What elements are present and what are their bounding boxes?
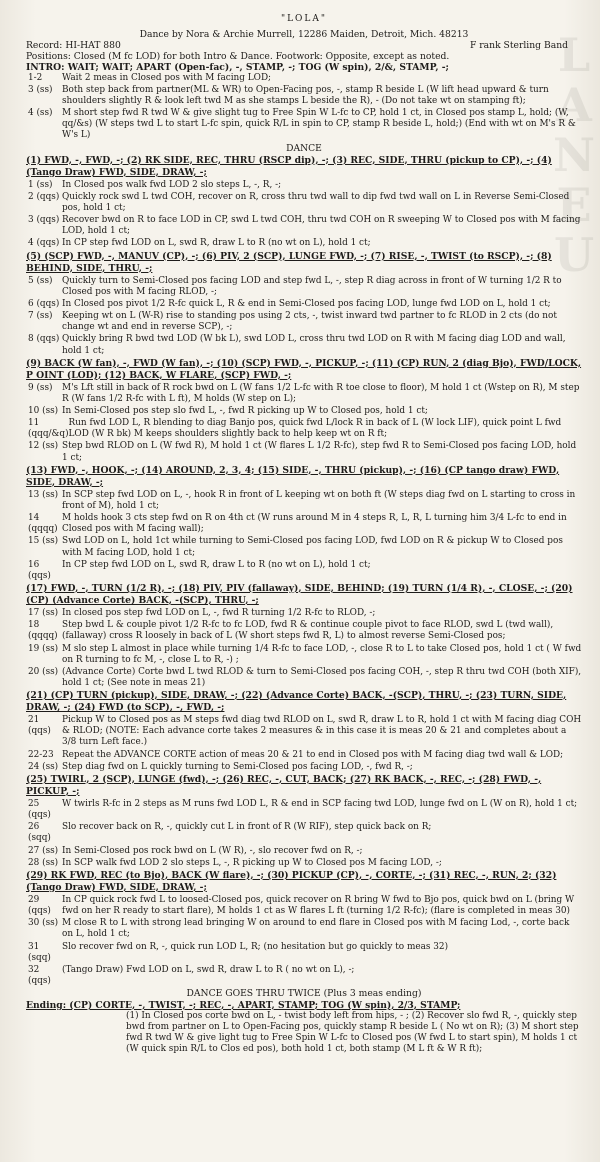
step-row — [26, 238, 582, 249]
step-row — [26, 73, 582, 84]
step-number: 31 (sqq) — [28, 941, 51, 963]
step-number: 22-23 — [28, 749, 54, 760]
step-number: 6 (qqs) — [28, 299, 60, 310]
step-text: Keeping wt on L (W-R) rise to standing pos using 2 cts, -, twist inward twd partner to fc RLOD in 2 cts (do not change wt and end in reverse SCP), -; — [62, 311, 557, 333]
step-number: 1 (ss) — [28, 179, 53, 190]
step-row — [26, 383, 582, 405]
intro-heading: INTRO: WAIT; WAIT; APART (Open-fac), -, STAMP, -; TOG (W spin), 2/&, STAMP, -; — [26, 62, 449, 73]
step-text: Swd LOD on L, hold 1ct while turning to Semi-Closed pos facing LOD, fwd LOD on R & pickup W to Closed pos with M facing LOD, hold 1 ct; — [62, 536, 563, 558]
figure-heading: (17) FWD, -, TURN (1/2 R), -; (18) PIV, PIV (fallaway), SIDE, BEHIND; (19) TURN (1/4 R), -, CLOSE, -; (20) (CP) (Advance Corte) BACK, -(SCP), THRU, -; — [26, 582, 573, 607]
step-text: Slo recover back on R, -, quickly cut L in front of R (W RIF), step quick back on R; — [62, 822, 432, 833]
step-text: In CP step fwd LOD on L, swd R, draw L to R (no wt on L), hold 1 ct; — [62, 559, 371, 570]
step-number: 25 (qqs) — [28, 799, 51, 821]
ending-text: (1) In Closed pos corte bwd on L, - twist body left from hips, - ; (2) Recover slo fwd R, -, quickly step bwd from partner on L to Open-Facing pos, quickly stamp R beside L ( No wt on R); (3) M short step fwd R twd W & give light tug to Free Spin W L-fc to Closed pos (W fwd L to start spin), M holds 1 ct (W quick spin R/L to Clos ed pos), both hold 1 ct, both stamp (M L ft & W R ft); — [126, 1010, 579, 1055]
step-row — [26, 762, 582, 773]
step-number: 11 (qqq/&q) — [28, 418, 69, 440]
positions-line: Positions: Closed (M fc LOD) for both Intro & Dance. Footwork: Opposite, except as noted. — [26, 51, 450, 62]
step-number: 28 (ss) — [28, 857, 59, 868]
step-number: 2 (qqs) — [28, 192, 60, 203]
step-row — [26, 965, 582, 987]
step-text: In Closed pos pivot 1/2 R-fc quick L, R & end in Semi-Closed pos facing LOD, lunge fwd LOD on L, hold 1 ct; — [62, 299, 551, 310]
step-text: Recover bwd on R to face LOD in CP, swd L twd COH, thru twd COH on R sweeping W to Closed pos with M facing LOD, hold 1 ct; — [62, 215, 581, 237]
step-row — [26, 715, 582, 748]
step-row — [26, 846, 582, 857]
step-number: 29 (qqs) — [28, 895, 51, 917]
step-number: 5 (ss) — [28, 275, 53, 286]
step-text: M holds hook 3 cts step fwd on R on 4th ct (W runs around M in 4 steps R, L, R, L turning him 3/4 L-fc to end in Closed pos with M facing wall); — [62, 513, 567, 535]
step-text: In SCP walk fwd LOD 2 slo steps L, -, R picking up W to Closed pos M facing LOD, -; — [62, 857, 442, 868]
step-number: 21 (qqs) — [28, 715, 51, 737]
step-text: Step bwd RLOD on L (W fwd R), M hold 1 ct (W flares L 1/2 R-fc), step fwd R to Semi-Closed pos facing LOD, hold 1 ct; — [62, 441, 577, 463]
step-number: 19 (ss) — [28, 643, 59, 654]
step-row — [26, 192, 582, 214]
record-line — [26, 40, 582, 51]
step-text: M short step fwd R twd W & give slight tug to Free Spin W L-fc to CP, hold 1 ct, in Closed pos stamp L, hold; (W, qq/&s) (W steps twd L to start L-fc spin, quick R/L in spin to CP, stamp R beside L, hold;) (End with wt on M's R & W's L) — [62, 108, 576, 141]
step-row — [26, 918, 582, 940]
step-number: 8 (qqs) — [28, 334, 60, 345]
step-number: 24 (ss) — [28, 761, 59, 772]
ending-heading: Ending: (CP) CORTE, -, TWIST, -; REC, -, APART, STAMP; TOG (W spin), 2/3, STAMP; — [26, 999, 461, 1011]
figure-heading: (1) FWD, -, FWD, -; (2) RK SIDE, REC, THRU (RSCP dip), -; (3) REC, SIDE, THRU (pickup to CP), -; (4) (Tango Draw) FWD, SIDE, DRAW, -; — [26, 154, 552, 178]
step-text: (Advance Corte) Corte bwd L twd RLOD & turn to Semi-Closed pos facing COH, -, step R thru twd COH (both XIF), hold 1 ct; (See note in meas 21) — [62, 666, 582, 688]
step-row — [26, 942, 582, 964]
step-text: M slo step L almost in place while turning 1/4 R-fc to face LOD, -, close R to L to take Closed pos, hold 1 ct ( W fwd on R turning to fc M, -, close L to R, -) ; — [62, 643, 582, 665]
figure-heading: (21) (CP) TURN (pickup), SIDE, DRAW, -; (22) (Advance Corte) BACK, -(SCP), THRU, -; (23) TURN, SIDE, DRAW, -; (24) FWD (to SCP), -, FWD, -; — [26, 689, 567, 714]
step-text: M close R to L with strong lead bringing W on around to end flare in Closed pos with M facing Lod, -, corte back on L, hold 1 ct; — [62, 918, 570, 940]
step-row — [26, 620, 582, 642]
figure-heading: (9) BACK (W fan), -, FWD (W fan), -; (10) (SCP) FWD, -, PICKUP, -; (11) (CP) RUN, 2 (diag Bjo), FWD/LOCK, P OINT (LOD); (12) BACK, W FLARE, (SCP) FWD, -; — [26, 357, 582, 381]
step-row — [26, 608, 582, 619]
step-row — [26, 406, 582, 417]
step-number: 12 (ss) — [28, 441, 59, 452]
step-number: 14 (qqqq) — [28, 513, 58, 535]
step-number: 18 (qqqq) — [28, 620, 58, 642]
step-number: 30 (ss) — [28, 918, 59, 929]
step-row — [26, 441, 582, 463]
step-number: 15 (ss) — [28, 536, 59, 547]
step-number: 3 (qqs) — [28, 215, 60, 226]
step-row — [26, 895, 582, 917]
step-text: (Tango Draw) Fwd LOD on L, swd R, draw L to R ( no wt on L), -; — [62, 964, 355, 975]
band-name: F rank Sterling Band — [469, 40, 568, 51]
step-number: 16 (qqs) — [28, 559, 51, 581]
step-row — [26, 799, 582, 821]
step-row — [26, 513, 582, 535]
step-text: W twirls R-fc in 2 steps as M runs fwd LOD L, R & end in SCP facing twd LOD, lunge fwd on L (W on R), hold 1 ct; — [62, 799, 578, 810]
step-row — [26, 858, 582, 869]
figure-heading: (25) TWIRL, 2 (SCP), LUNGE (fwd), -; (26) REC, -, CUT, BACK; (27) RK BACK, -, REC, -; (28) FWD, -, PICKUP, -; — [26, 773, 542, 797]
step-row — [26, 180, 582, 191]
figure-heading: (29) RK FWD, REC (to Bjo), BACK (W flare), -; (30) PICKUP (CP), -, CORTE, -; (31) REC, -, RUN, 2; (32) (Tango Draw) FWD, SIDE, DRAW, -; — [26, 869, 557, 893]
step-row — [26, 536, 582, 558]
step-text: In SCP step fwd LOD on L, -, hook R in front of L keeping wt on both ft (W steps diag fwd on L starting to cross in front of M), hold 1 ct; — [62, 490, 576, 512]
step-text: In CP quick rock fwd L to loosed-Closed pos, quick recover on R bring W fwd to Bjo pos, quick bwd on L (bring W fwd on her R ready to start flare), M holds 1 ct as W flares L ft (turning 1/2 R-fc); (flare is completed in meas 30) — [62, 895, 575, 917]
step-text: Wait 2 meas in Closed pos with M facing LOD; — [62, 73, 272, 83]
step-text: Quickly turn to Semi-Closed pos facing LOD and step fwd L, -, step R diag across in front of W turning 1/2 R to Closed pos with M facing RLOD, -; — [62, 275, 562, 298]
step-number: 9 (ss) — [28, 383, 53, 393]
step-number: 1-2 — [28, 73, 43, 83]
step-number: 7 (ss) — [28, 311, 53, 322]
step-text: Run fwd LOD L, R blending to diag Banjo pos, quick fwd L/lock R in back of L (W lock LIF), quick point L fwd LOD (W R bk) M keeps shoulders slightly back to help keep wt on R ft; — [68, 418, 562, 440]
step-text: Both step back from partner(ML & WR) to Open-Facing pos, -, stamp R beside L (W lift head upward & turn shoulders slightly R & look left twd M as she stamps L beside the R), - (Do not take wt on stamping ft); — [62, 85, 549, 107]
step-text: In Closed pos walk fwd LOD 2 slo steps L, -, R, -; — [62, 179, 282, 190]
step-row — [26, 108, 582, 141]
step-text: In Semi-Closed pos rock bwd on L (W R), -, slo recover fwd on R, -; — [62, 845, 363, 856]
step-number: 20 (ss) — [28, 666, 59, 677]
step-row — [26, 667, 582, 689]
step-text: In closed pos step fwd LOD on L, -, fwd R turning 1/2 R-fc to RLOD, -; — [62, 608, 376, 619]
dance-heading: DANCE — [286, 142, 322, 154]
step-number: 27 (ss) — [28, 845, 59, 856]
step-row — [26, 418, 582, 440]
step-text: Quickly rock swd L twd COH, recover on R, cross thru twd wall to dip fwd twd wall on L in Reverse Semi-Closed pos, hold 1 ct; — [62, 192, 570, 214]
step-row — [26, 490, 582, 512]
step-number: 26 (sqq) — [28, 822, 51, 844]
dance-groups — [26, 155, 582, 987]
dance-title: "LOLA" — [280, 14, 328, 24]
step-text: In Semi-Closed pos step slo fwd L, -, fwd R picking up W to Closed pos, hold 1 ct; — [62, 406, 428, 417]
step-text: Repeat the ADVANCE CORTE action of meas 20 & 21 to end in Closed pos with M facing diag twd wall & LOD; — [62, 749, 564, 760]
step-number: 4 (qqs) — [28, 238, 60, 249]
step-number: 3 (ss) — [28, 85, 53, 96]
step-text: Step diag fwd on L quickly turning to Semi-Closed pos facing LOD, -, fwd R, -; — [62, 761, 413, 772]
step-number: 13 (ss) — [28, 490, 59, 501]
step-text: M's Lft still in back of R rock bwd on L (W fans 1/2 L-fc with R toe close to floor), M hold 1 ct (Wstep on R), M step R (W fans 1/2 R-fc with L ft), M holds (W step on L); — [62, 383, 580, 405]
step-row — [26, 644, 582, 666]
step-number: 10 (ss) — [28, 406, 59, 417]
step-row — [26, 560, 582, 582]
step-row — [26, 822, 582, 844]
step-text: Step bwd L & couple pivot 1/2 R-fc to fc LOD, fwd R & continue couple pivot to face RLOD, swd L (twd wall), (fallaway) cross R loosely in back of L (W short steps fwd R, L) to almost reverse Semi-Closed pos; — [62, 620, 554, 642]
step-text: Pickup W to Closed pos as M steps fwd diag twd RLOD on L, swd R, draw L to R, hold 1 ct with M facing diag COH & RLOD; (NOTE: Each advance corte takes 2 measures & in this case it is meas 20 & 21 and completes about a 3/8 turn Left face.) — [62, 715, 582, 748]
figure-heading: (5) (SCP) FWD, -, MANUV (CP), -; (6) PIV, 2 (SCP), LUNGE FWD, -; (7) RISE, -, TWIST (to RSCP), -; (8) BEHIND, SIDE, THRU, -; — [26, 250, 552, 274]
step-number: 4 (ss) — [28, 108, 53, 119]
bleed-through-text: L A N E U — [552, 28, 596, 282]
step-row — [26, 85, 582, 107]
step-row — [26, 311, 582, 333]
step-text: Slo recover fwd on R, -, quick run LOD L, R; (no hesitation but go quickly to meas 32) — [62, 941, 449, 952]
step-row — [26, 299, 582, 310]
step-row — [26, 750, 582, 761]
dance-credits: Dance by Nora & Archie Murrell, 12286 Maiden, Detroit, Mich. 48213 — [139, 29, 469, 40]
intro-steps — [26, 73, 582, 142]
dance-twice-note: DANCE GOES THRU TWICE (Plus 3 meas ending) — [186, 987, 422, 999]
step-row — [26, 215, 582, 237]
step-number: 32 (qqs) — [28, 964, 51, 986]
step-row — [26, 334, 582, 356]
step-text: In CP step fwd LOD on L, swd R, draw L to R (no wt on L), hold 1 ct; — [62, 238, 371, 249]
step-row — [26, 276, 582, 298]
record-label: Record: HI-HAT 880 — [26, 40, 121, 51]
step-number: 17 (ss) — [28, 608, 59, 619]
figure-heading: (13) FWD, -, HOOK, -; (14) AROUND, 2, 3, 4; (15) SIDE, -, THRU (pickup), -; (16) (CP tango draw) FWD, SIDE, DRAW, -; — [26, 464, 560, 488]
step-text: Quickly bring R bwd twd LOD (W bk L), swd LOD L, cross thru twd LOD on R with M facing diag LOD and wall, hold 1 ct; — [62, 334, 566, 356]
